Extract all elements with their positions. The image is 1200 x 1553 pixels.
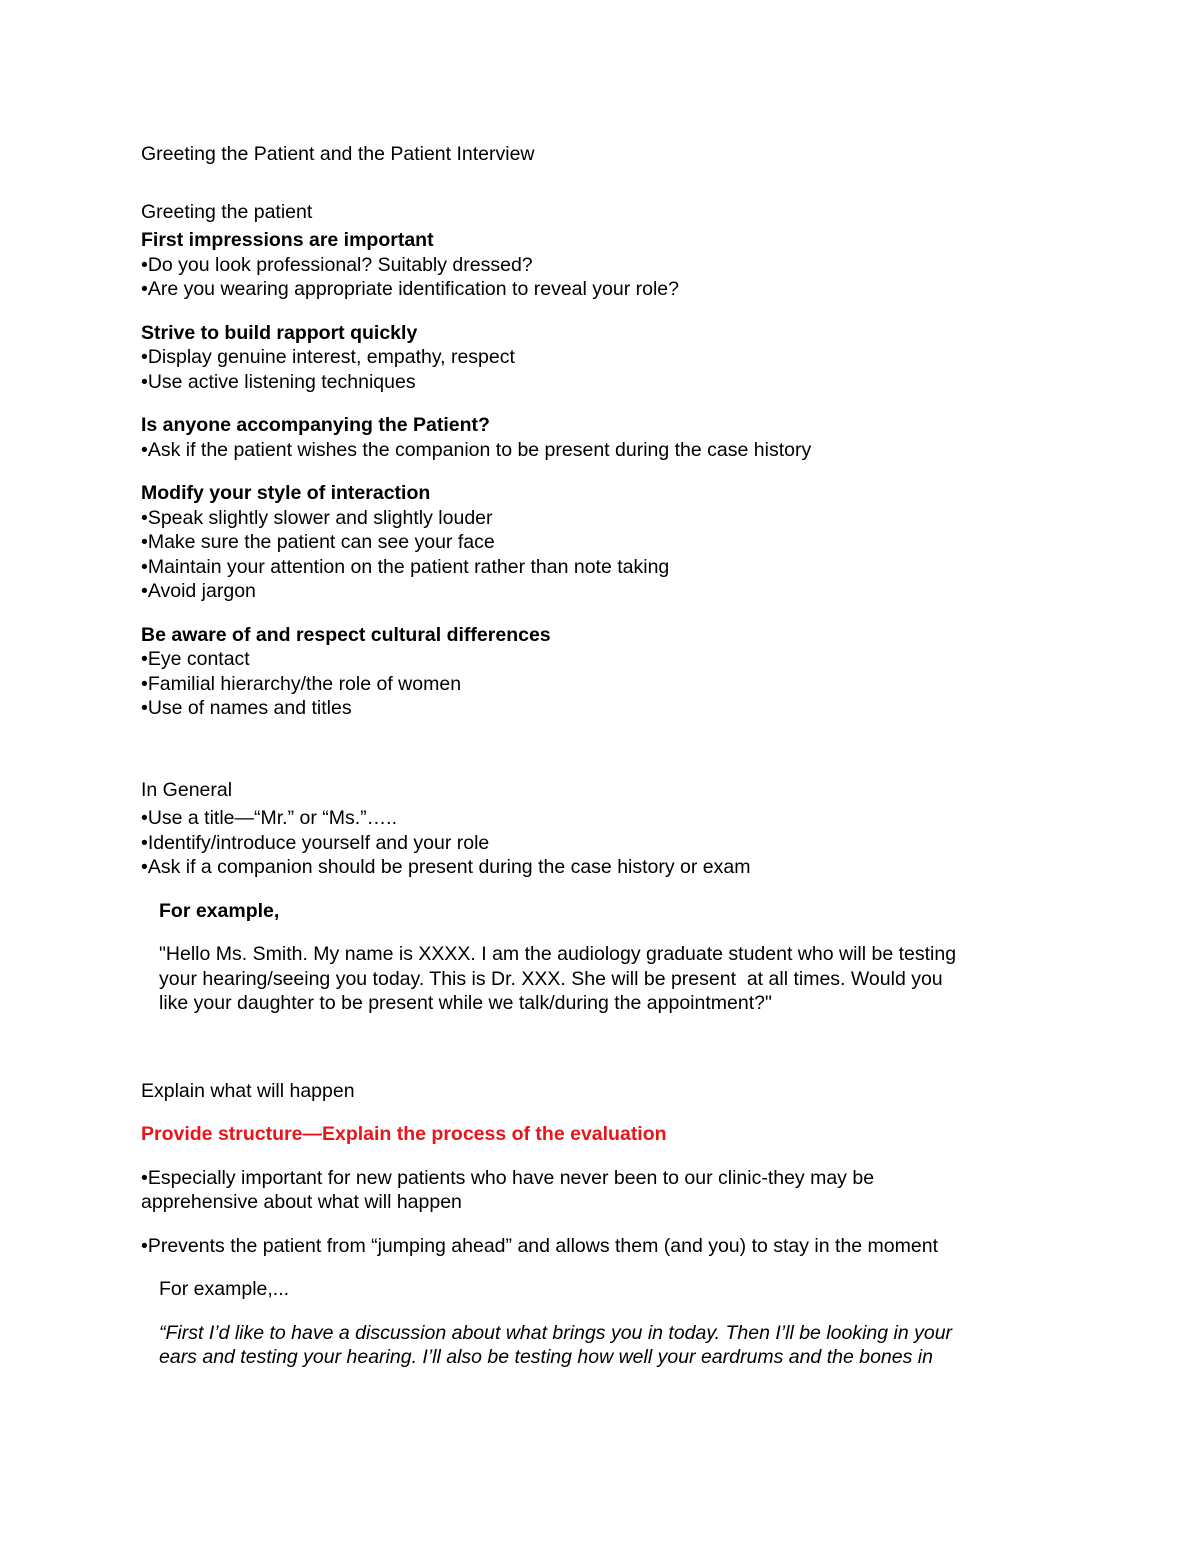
section-heading-greeting: Greeting the patient (141, 200, 313, 223)
spacer (141, 880, 1061, 899)
highlight-heading: Provide structure—Explain the process of the evaluation (141, 1123, 667, 1145)
bullet-item: • Avoid jargon (141, 579, 1061, 604)
group-title-accompanying: Is anyone accompanying the Patient? (141, 414, 490, 436)
group-title-cultural-differences: Be aware of and respect cultural differences (141, 623, 551, 646)
bullet-item: • Use active listening techniques (141, 370, 1061, 395)
bullet-item: • Make sure the patient can see your face (141, 530, 1061, 555)
example-quote-line: your hearing/seeing you today. This is Dr. XXX. She will be present at all times. Would you (159, 967, 943, 990)
bullet-item: • Use a title—“Mr.” or “Ms.”….. (141, 806, 1061, 831)
spacer (141, 604, 1061, 623)
spacer (141, 394, 1061, 413)
section-heading-in-general: In General (141, 778, 233, 801)
spacer (141, 1258, 1061, 1277)
spacer (141, 721, 1061, 778)
group-title-modify-style: Modify your style of interaction (141, 482, 431, 504)
example-label: For example, (159, 899, 280, 922)
bullet-item: • Are you wearing appropriate identification to reveal your role? (141, 277, 1061, 302)
bullet-item: • Display genuine interest, empathy, respect (141, 345, 1061, 370)
example-quote-line: “First I’d like to have a discussion about what brings you in today. Then I’ll be looking in your (159, 1321, 953, 1344)
document-body (141, 142, 1061, 1370)
bullet-item: • Identify/introduce yourself and your role (141, 831, 1061, 856)
spacer (141, 1302, 1061, 1321)
spacer (141, 1016, 1061, 1079)
spacer (141, 1215, 1061, 1234)
spacer (141, 302, 1061, 321)
bullet-item: • Ask if a companion should be present during the case history or exam (141, 855, 1061, 880)
spacer (141, 462, 1061, 481)
spacer (141, 1103, 1061, 1122)
spacer (141, 167, 1061, 200)
document-title: Greeting the Patient and the Patient Interview (141, 143, 535, 165)
example-quote-line: "Hello Ms. Smith. My name is XXXX. I am the audiology graduate student who will be testing (159, 943, 957, 965)
example-label: For example,... (159, 1278, 290, 1300)
bullet-item: • Eye contact (141, 647, 1061, 672)
bullet-item: • Do you look professional? Suitably dressed? (141, 253, 1061, 278)
spacer (141, 1147, 1061, 1166)
spacer (141, 923, 1061, 942)
bullet-item: • Prevents the patient from “jumping ahead” and allows them (and you) to stay in the moment (141, 1234, 1061, 1259)
group-title-first-impressions: First impressions are important (141, 229, 434, 251)
bullet-item: • Ask if the patient wishes the companion to be present during the case history (141, 438, 1061, 463)
bullet-continuation: apprehensive about what will happen (141, 1191, 462, 1213)
bullet-item: • Familial hierarchy/the role of women (141, 672, 1061, 697)
group-title-rapport: Strive to build rapport quickly (141, 321, 418, 344)
section-heading-explain: Explain what will happen (141, 1079, 355, 1102)
bullet-item: • Speak slightly slower and slightly louder (141, 506, 1061, 531)
bullet-item: • Maintain your attention on the patient rather than note taking (141, 555, 1061, 580)
example-quote-line: ears and testing your hearing. I’ll also be testing how well your eardrums and the bones in (159, 1346, 933, 1368)
bullet-item: • Use of names and titles (141, 696, 1061, 721)
bullet-item: • Especially important for new patients who have never been to our clinic-they may be (141, 1166, 1061, 1191)
example-quote-line: like your daughter to be present while we talk/during the appointment?" (159, 992, 772, 1014)
